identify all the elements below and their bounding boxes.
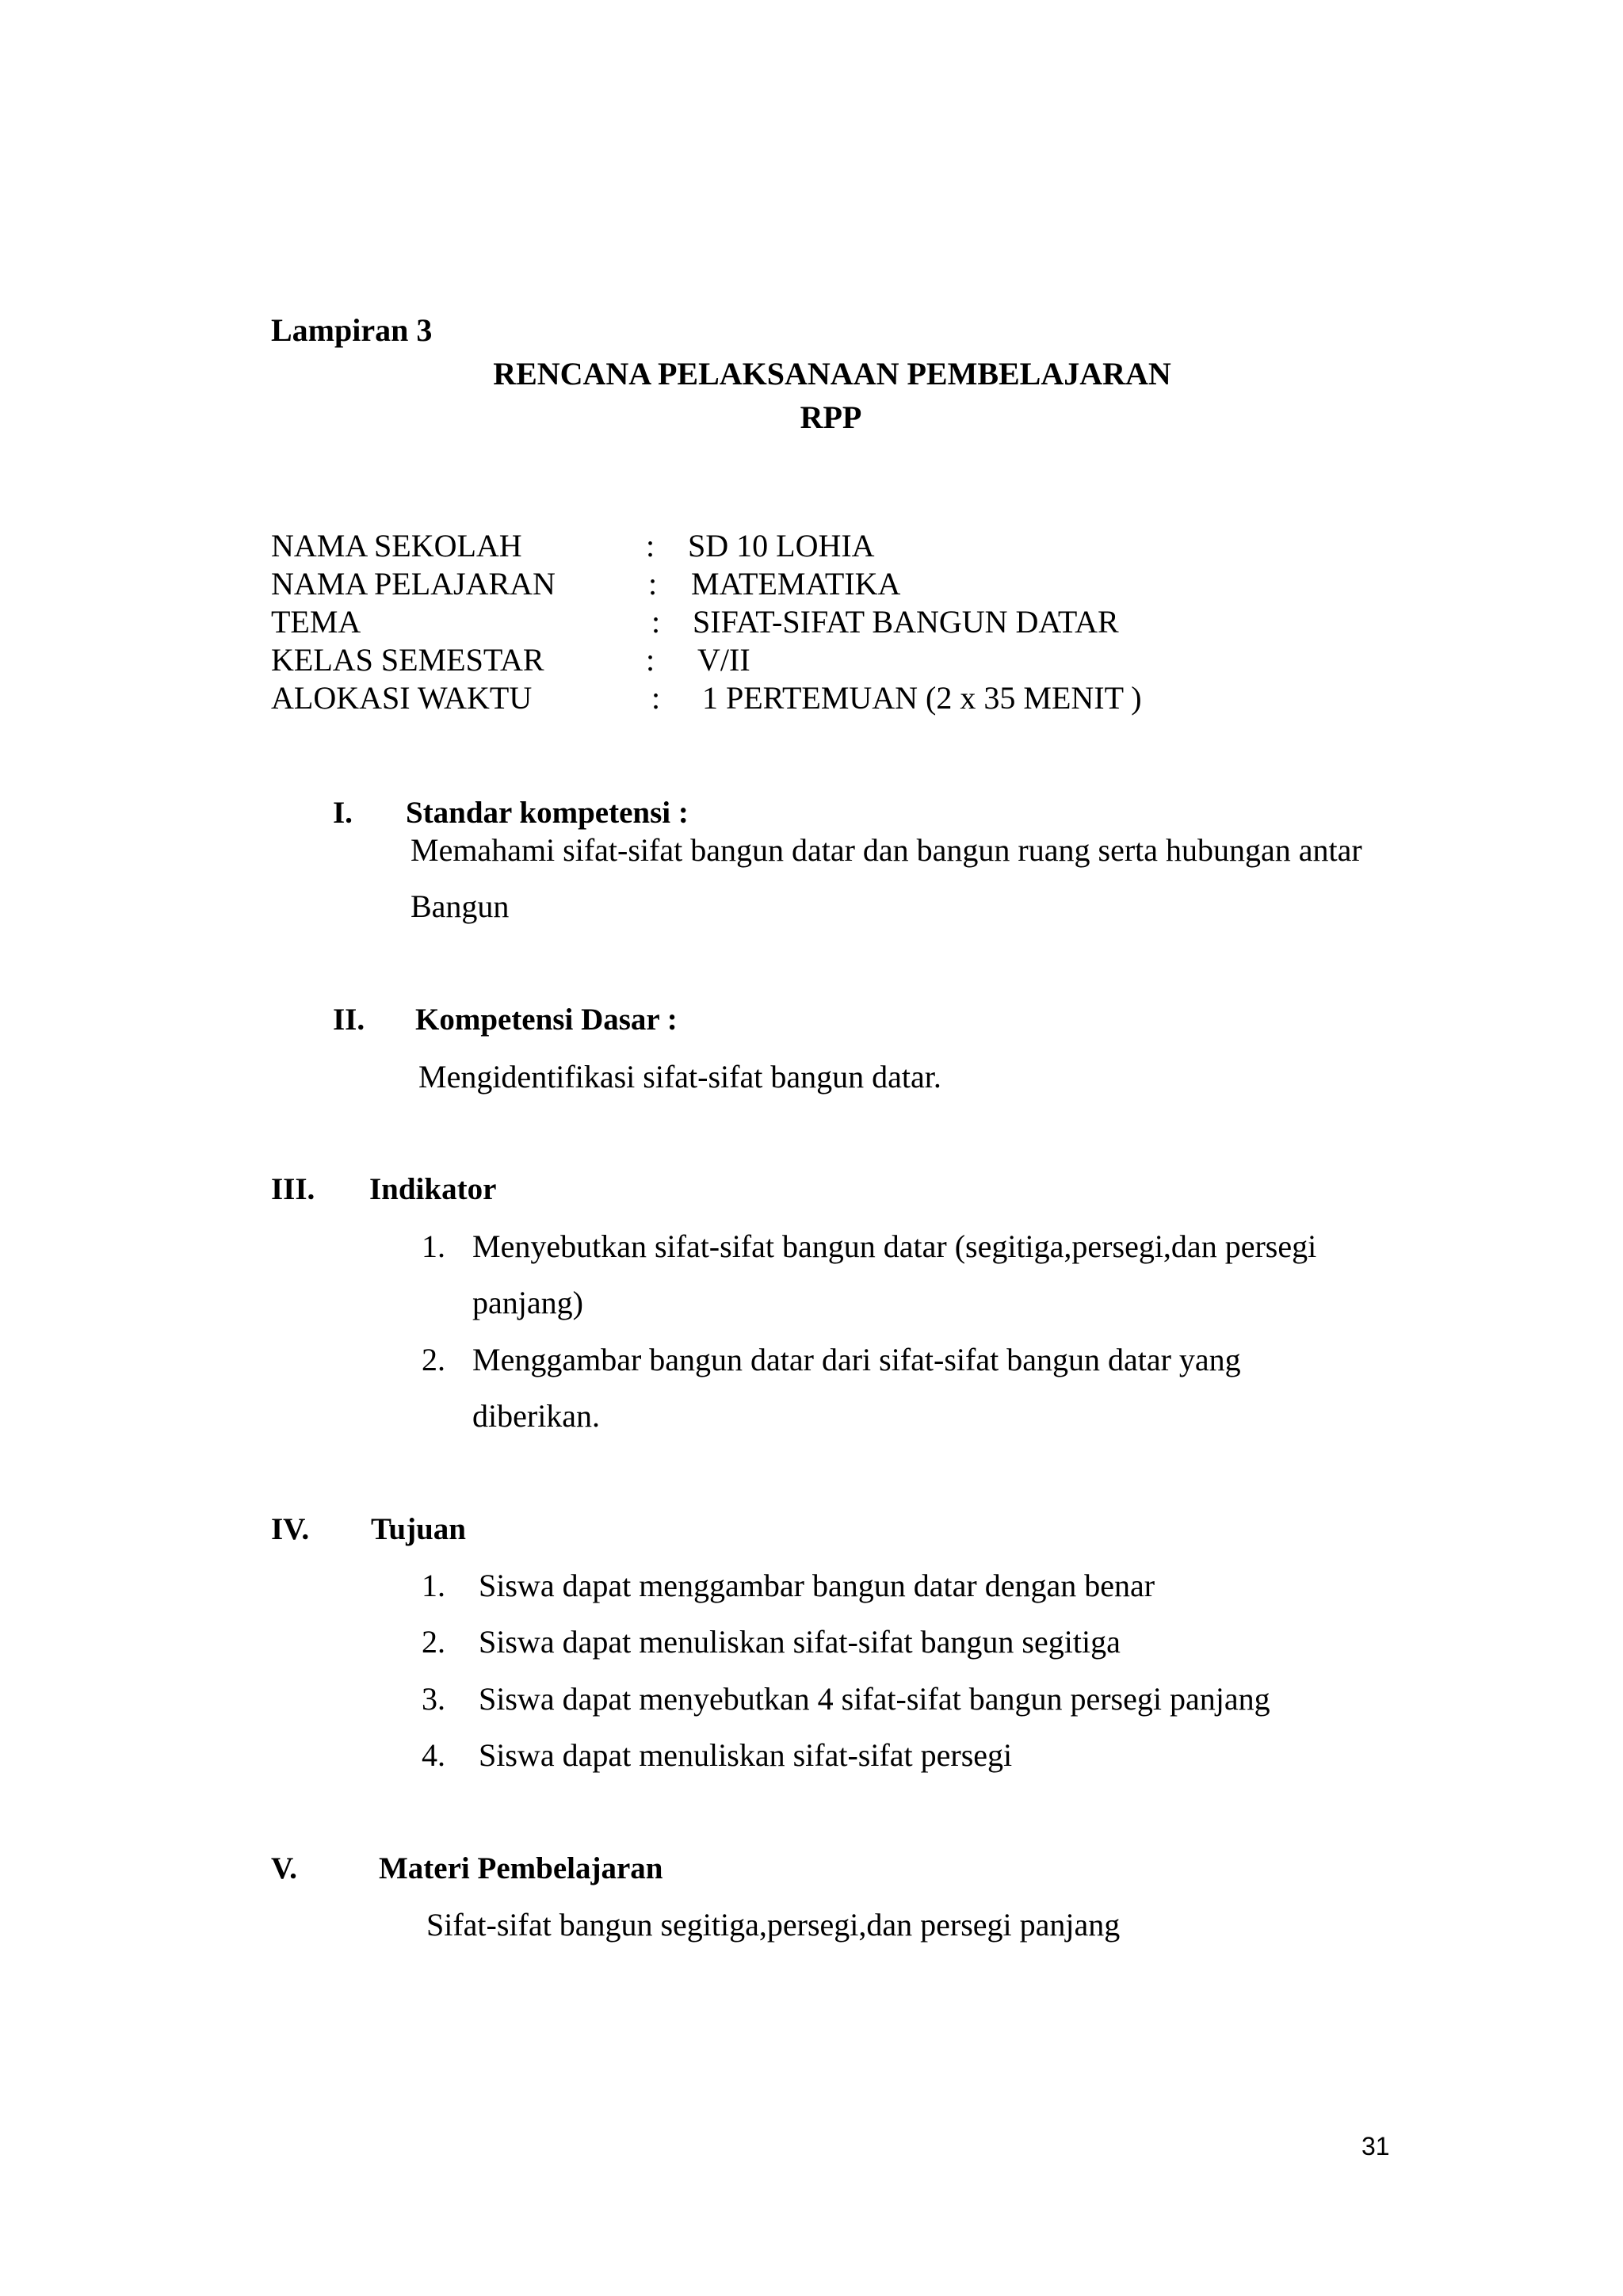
list-item-number: 4.	[422, 1737, 445, 1773]
list-item-text: panjang)	[472, 1285, 583, 1320]
list-item-text: Menyebutkan sifat-sifat bangun datar (segitiga,persegi,dan persegi	[472, 1228, 1317, 1264]
info-value-theme: SIFAT-SIFAT BANGUN DATAR	[693, 604, 1119, 640]
section-title: Tujuan	[371, 1512, 466, 1546]
list-item-number: 1.	[422, 1568, 445, 1603]
info-colon: :	[646, 642, 655, 678]
section-text: Mengidentifikasi sifat-sifat bangun datar.	[418, 1059, 941, 1095]
info-value-class: V/II	[697, 642, 750, 678]
list-item-text: Siswa dapat menyebutkan 4 sifat-sifat bangun persegi panjang	[479, 1681, 1270, 1717]
section-number: V.	[271, 1851, 297, 1885]
list-item-text: Siswa dapat menuliskan sifat-sifat persegi	[479, 1737, 1013, 1773]
section-number: II.	[333, 1003, 365, 1037]
info-label-subject: NAMA PELAJARAN	[271, 566, 556, 602]
info-label-class: KELAS SEMESTAR	[271, 642, 544, 678]
list-item-number: 2.	[422, 1342, 445, 1377]
appendix-label: Lampiran 3	[271, 312, 433, 348]
list-item-number: 2.	[422, 1624, 445, 1660]
info-label-time: ALOKASI WAKTU	[271, 680, 533, 716]
section-text: Sifat-sifat bangun segitiga,persegi,dan persegi panjang	[426, 1907, 1121, 1943]
info-colon: :	[648, 566, 658, 602]
section-title: Standar kompetensi :	[406, 796, 689, 830]
info-colon: :	[646, 528, 655, 563]
list-item-text: diberikan.	[472, 1398, 601, 1434]
section-text: Memahami sifat-sifat bangun datar dan bangun ruang serta hubungan antar	[411, 832, 1362, 868]
section-number: IV.	[271, 1512, 310, 1546]
list-item-number: 1.	[422, 1228, 445, 1264]
info-label-theme: TEMA	[271, 604, 361, 640]
list-item-number: 3.	[422, 1681, 445, 1717]
list-item-text: Siswa dapat menuliskan sifat-sifat bangun segitiga	[479, 1624, 1121, 1660]
info-label-school: NAMA SEKOLAH	[271, 528, 522, 563]
section-text: Bangun	[411, 888, 510, 924]
document-title: RENCANA PELAKSANAAN PEMBELAJARAN	[493, 356, 1171, 392]
section-title: Kompetensi Dasar :	[415, 1003, 678, 1037]
section-number: I.	[333, 796, 353, 830]
info-value-school: SD 10 LOHIA	[688, 528, 875, 563]
section-number: III.	[271, 1172, 315, 1206]
info-colon: :	[651, 604, 661, 640]
list-item-text: Siswa dapat menggambar bangun datar dengan benar	[479, 1568, 1155, 1603]
info-value-subject: MATEMATIKA	[691, 566, 901, 602]
list-item-text: Menggambar bangun datar dari sifat-sifat bangun datar yang	[472, 1342, 1241, 1377]
section-title: Indikator	[369, 1172, 497, 1206]
section-title: Materi Pembelajaran	[379, 1851, 663, 1885]
document-subtitle: RPP	[800, 399, 862, 435]
page-number: 31	[1361, 2132, 1390, 2160]
info-value-time: 1 PERTEMUAN (2 x 35 MENIT )	[702, 680, 1142, 716]
info-colon: :	[651, 680, 661, 716]
